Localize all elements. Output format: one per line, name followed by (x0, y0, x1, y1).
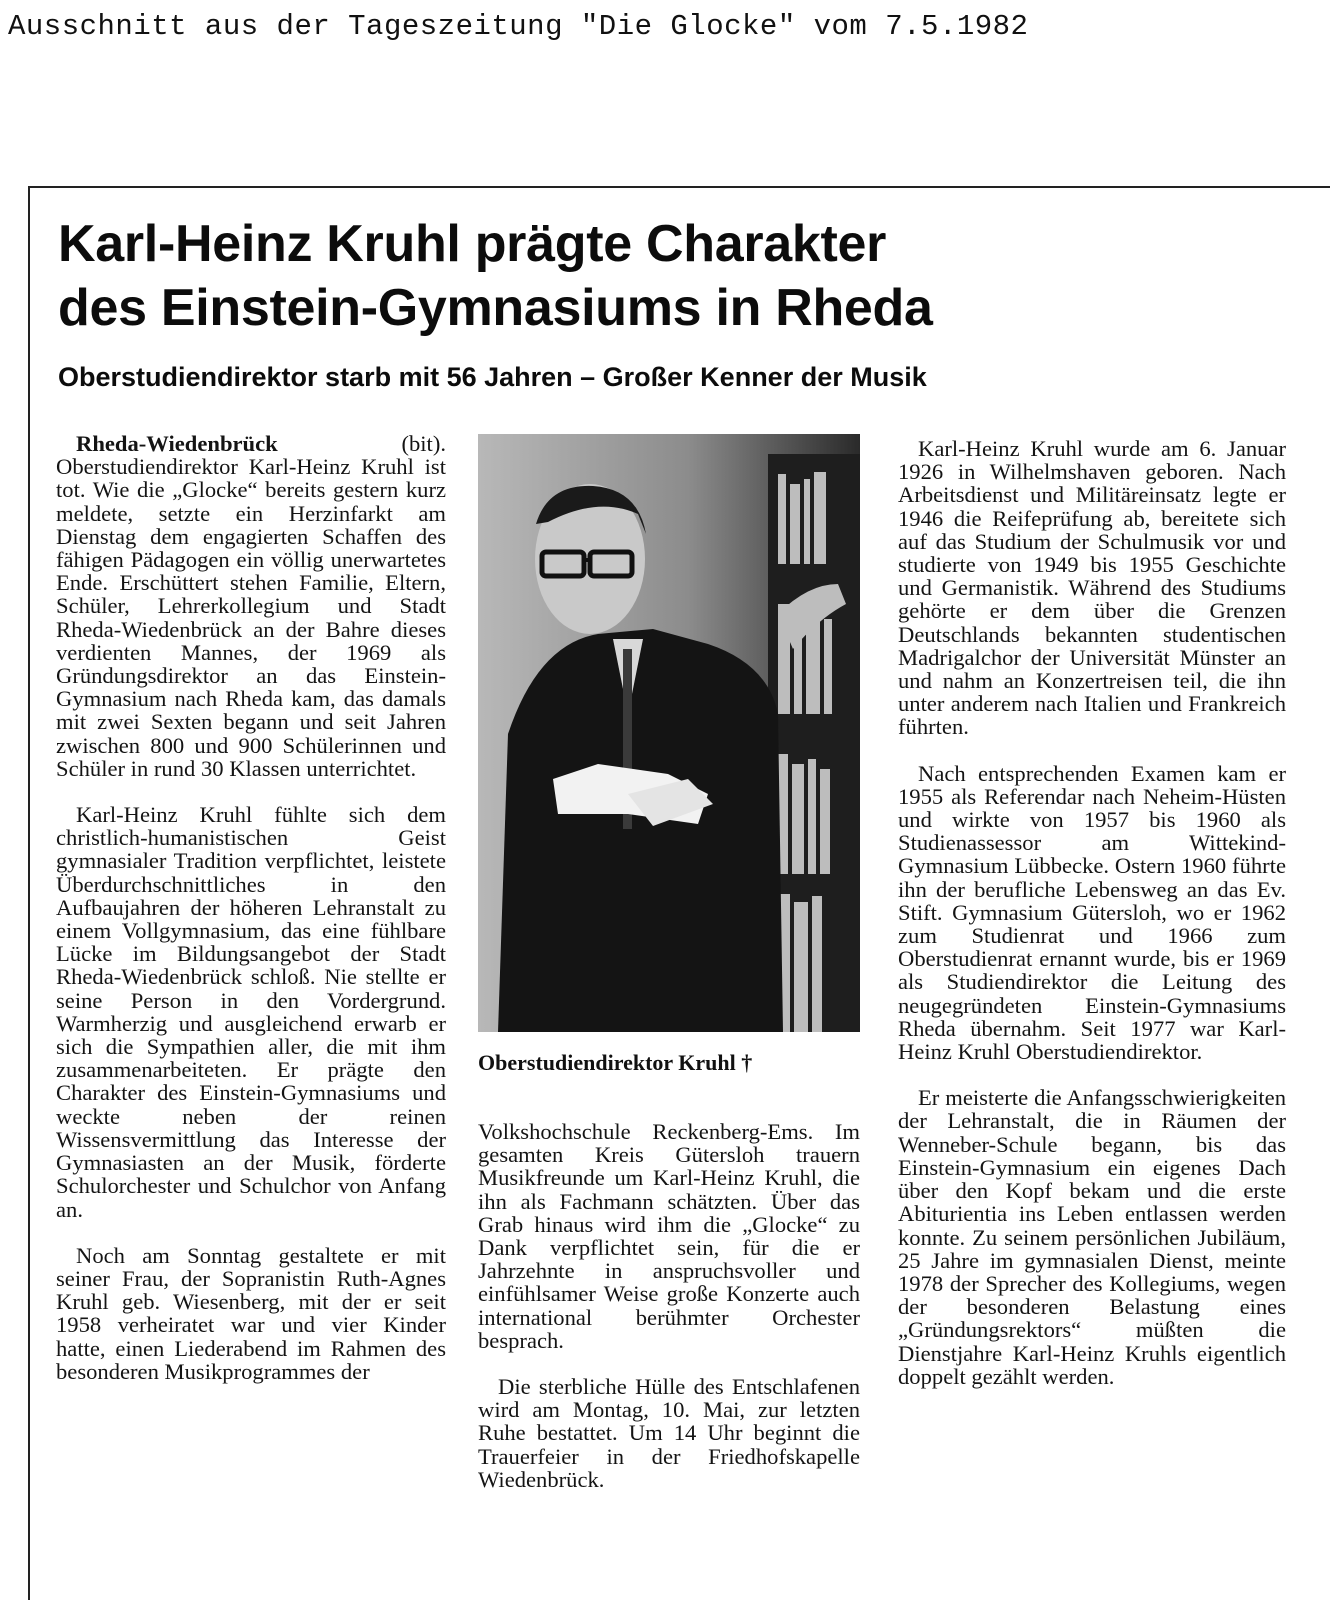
typed-source-note: Ausschnitt aus der Tageszeitung "Die Glocke" vom 7.5.1982 (8, 10, 1029, 43)
column-3-paragraph-2: Nach entsprechenden Examen kam er 1955 als Referendar nach Neheim-Hüsten und wirkte von 1957 bis 1960 als Studienassessor am Wittekind-Gymnasium Lübbecke. Ostern 1960 führte ihn der berufliche Lebensweg an das Ev. Stift. Gymnasium Gütersloh, wo er 1962 zum Studienrat und 1966 zum Oberstudienrat ernannt wurde, bis er 1969 als Studiendirektor die Leitung des neugegründeten Einstein-Gymnasiums Rheda übernahm. Seit 1977 war Karl-Heinz Kruhl Oberstudiendirektor. (898, 760, 1286, 1065)
headline-line-1: Karl-Heinz Kruhl prägte Charakter (58, 215, 887, 273)
column-1-paragraph-1-text: (bit). Oberstudiendirektor Karl-Heinz Kruhl ist tot. Wie die „Glocke“ bereits gestern kurz meldete, setzte ein Herzinfarkt am Dienstag dem engagierten Schaffen des fähigen Pädagogen ein völlig unerwartetes Ende. Erschüttert stehen Familie, Eltern, Schüler, Lehrerkollegium und Stadt Rheda-Wiedenbrück an der Bahre dieses verdienten Mannes, der 1969 als Gründungsdirektor an das Einstein-Gymnasium nach Rheda kam, das damals mit zwei Sexten begann und seit Jahren zwischen 800 und 900 Schülerinnen und Schüler in rund 30 Klassen unterrichtet. (56, 431, 446, 781)
column-2-paragraph-2: Die sterbliche Hülle des Entschlafenen wird am Montag, 10. Mai, zur letzten Ruhe bestattet. Um 14 Uhr beginnt die Trauerfeier in der Friedhofskapelle Wiedenbrück. (478, 1374, 860, 1492)
article-headline (58, 212, 1308, 340)
photo-caption: Oberstudiendirektor Kruhl † (478, 1050, 753, 1075)
column-3-paragraph-1: Karl-Heinz Kruhl wurde am 6. Januar 1926 in Wilhelmshaven geboren. Nach Arbeitsdienst und Militäreinsatz legte er 1946 die Reifeprüfung ab, bereitete sich auf das Studium der Schulmusik vor und studierte von 1949 bis 1955 Geschichte und Germanistik. Während des Studiums gehörte er dem über die Grenzen Deutschlands bekannten studentischen Madrigalchor der Universität Münster an und nahm an Konzertreisen teil, die ihn unter anderem nach Italien und Frankreich führten. (898, 436, 1286, 740)
dateline: Rheda-Wiedenbrück (76, 431, 278, 456)
article-subheadline: Oberstudiendirektor starb mit 56 Jahren – Großer Kenner der Musik (58, 362, 927, 392)
column-2-paragraph-1: Volkshochschule Reckenberg-Ems. Im gesamten Kreis Gütersloh trauern Musikfreunde um Karl-Heinz Kruhl, die ihn als Fachmann schätzten. Über das Grab hinaus wird ihm die „Glocke“ zu Dank verpflichtet sein, für die er Jahrzehnte in anspruchsvoller und einfühlsamer Weise große Konzerte auch international berühmter Orchester besprach. (478, 1119, 860, 1353)
article-column-2 (478, 1120, 860, 1514)
headline-line-2: des Einstein-Gymnasiums in Rheda (58, 279, 933, 337)
article-column-3 (898, 437, 1286, 1411)
column-1-paragraph-1 (56, 432, 446, 780)
portrait-photo (478, 434, 860, 1032)
column-1-paragraph-2: Karl-Heinz Kruhl fühlte sich dem christlich-humanistischen Geist gymnasialer Tradition verpflichtet, leistete Überdurchschnittliches in den Aufbaujahren der höheren Lehranstalt zu einem Vollgymnasium, das eine fühlbare Lücke im Bildungsangebot der Stadt Rheda-Wiedenbrück schloß. Nie stellte er seine Person in den Vordergrund. Warmherzig und ausgleichend erwarb er sich die Sympathien aller, die mit ihm zusammenarbeiteten. Er prägte den Charakter des Einstein-Gymnasiums und weckte neben der reinen Wissensvermittlung das Interesse der Gymnasiasten an der Musik, förderte Schulorchester und Schulchor von Anfang an. (56, 802, 446, 1222)
article-column-1 (56, 432, 446, 1406)
column-1-paragraph-3: Noch am Sonntag gestaltete er mit seiner Frau, der Sopranistin Ruth-Agnes Kruhl geb. Wiesenberg, mit der er seit 1958 verheiratet war und vier Kinder hatte, einen Liederabend im Rahmen des besonderen Musikprogrammes der (56, 1242, 446, 1384)
portrait-photo-image (478, 434, 860, 1032)
column-3-paragraph-3: Er meisterte die Anfangsschwierigkeiten der Lehranstalt, die in Räumen der Wenneber-Schule begann, bis das Einstein-Gymnasium ein eigenes Dach über den Kopf bekam und die erste Abiturientia ins Leben entlassen werden konnte. Zu seinem persönlichen Jubiläum, 25 Jahre im gymnasialen Dienst, meinte 1978 der Sprecher des Kollegiums, wegen der besonderen Belastung eines „Gründungsrektors“ müßten die Dienstjahre Karl-Heinz Kruhls eigentlich doppelt gezählt werden. (898, 1085, 1286, 1389)
